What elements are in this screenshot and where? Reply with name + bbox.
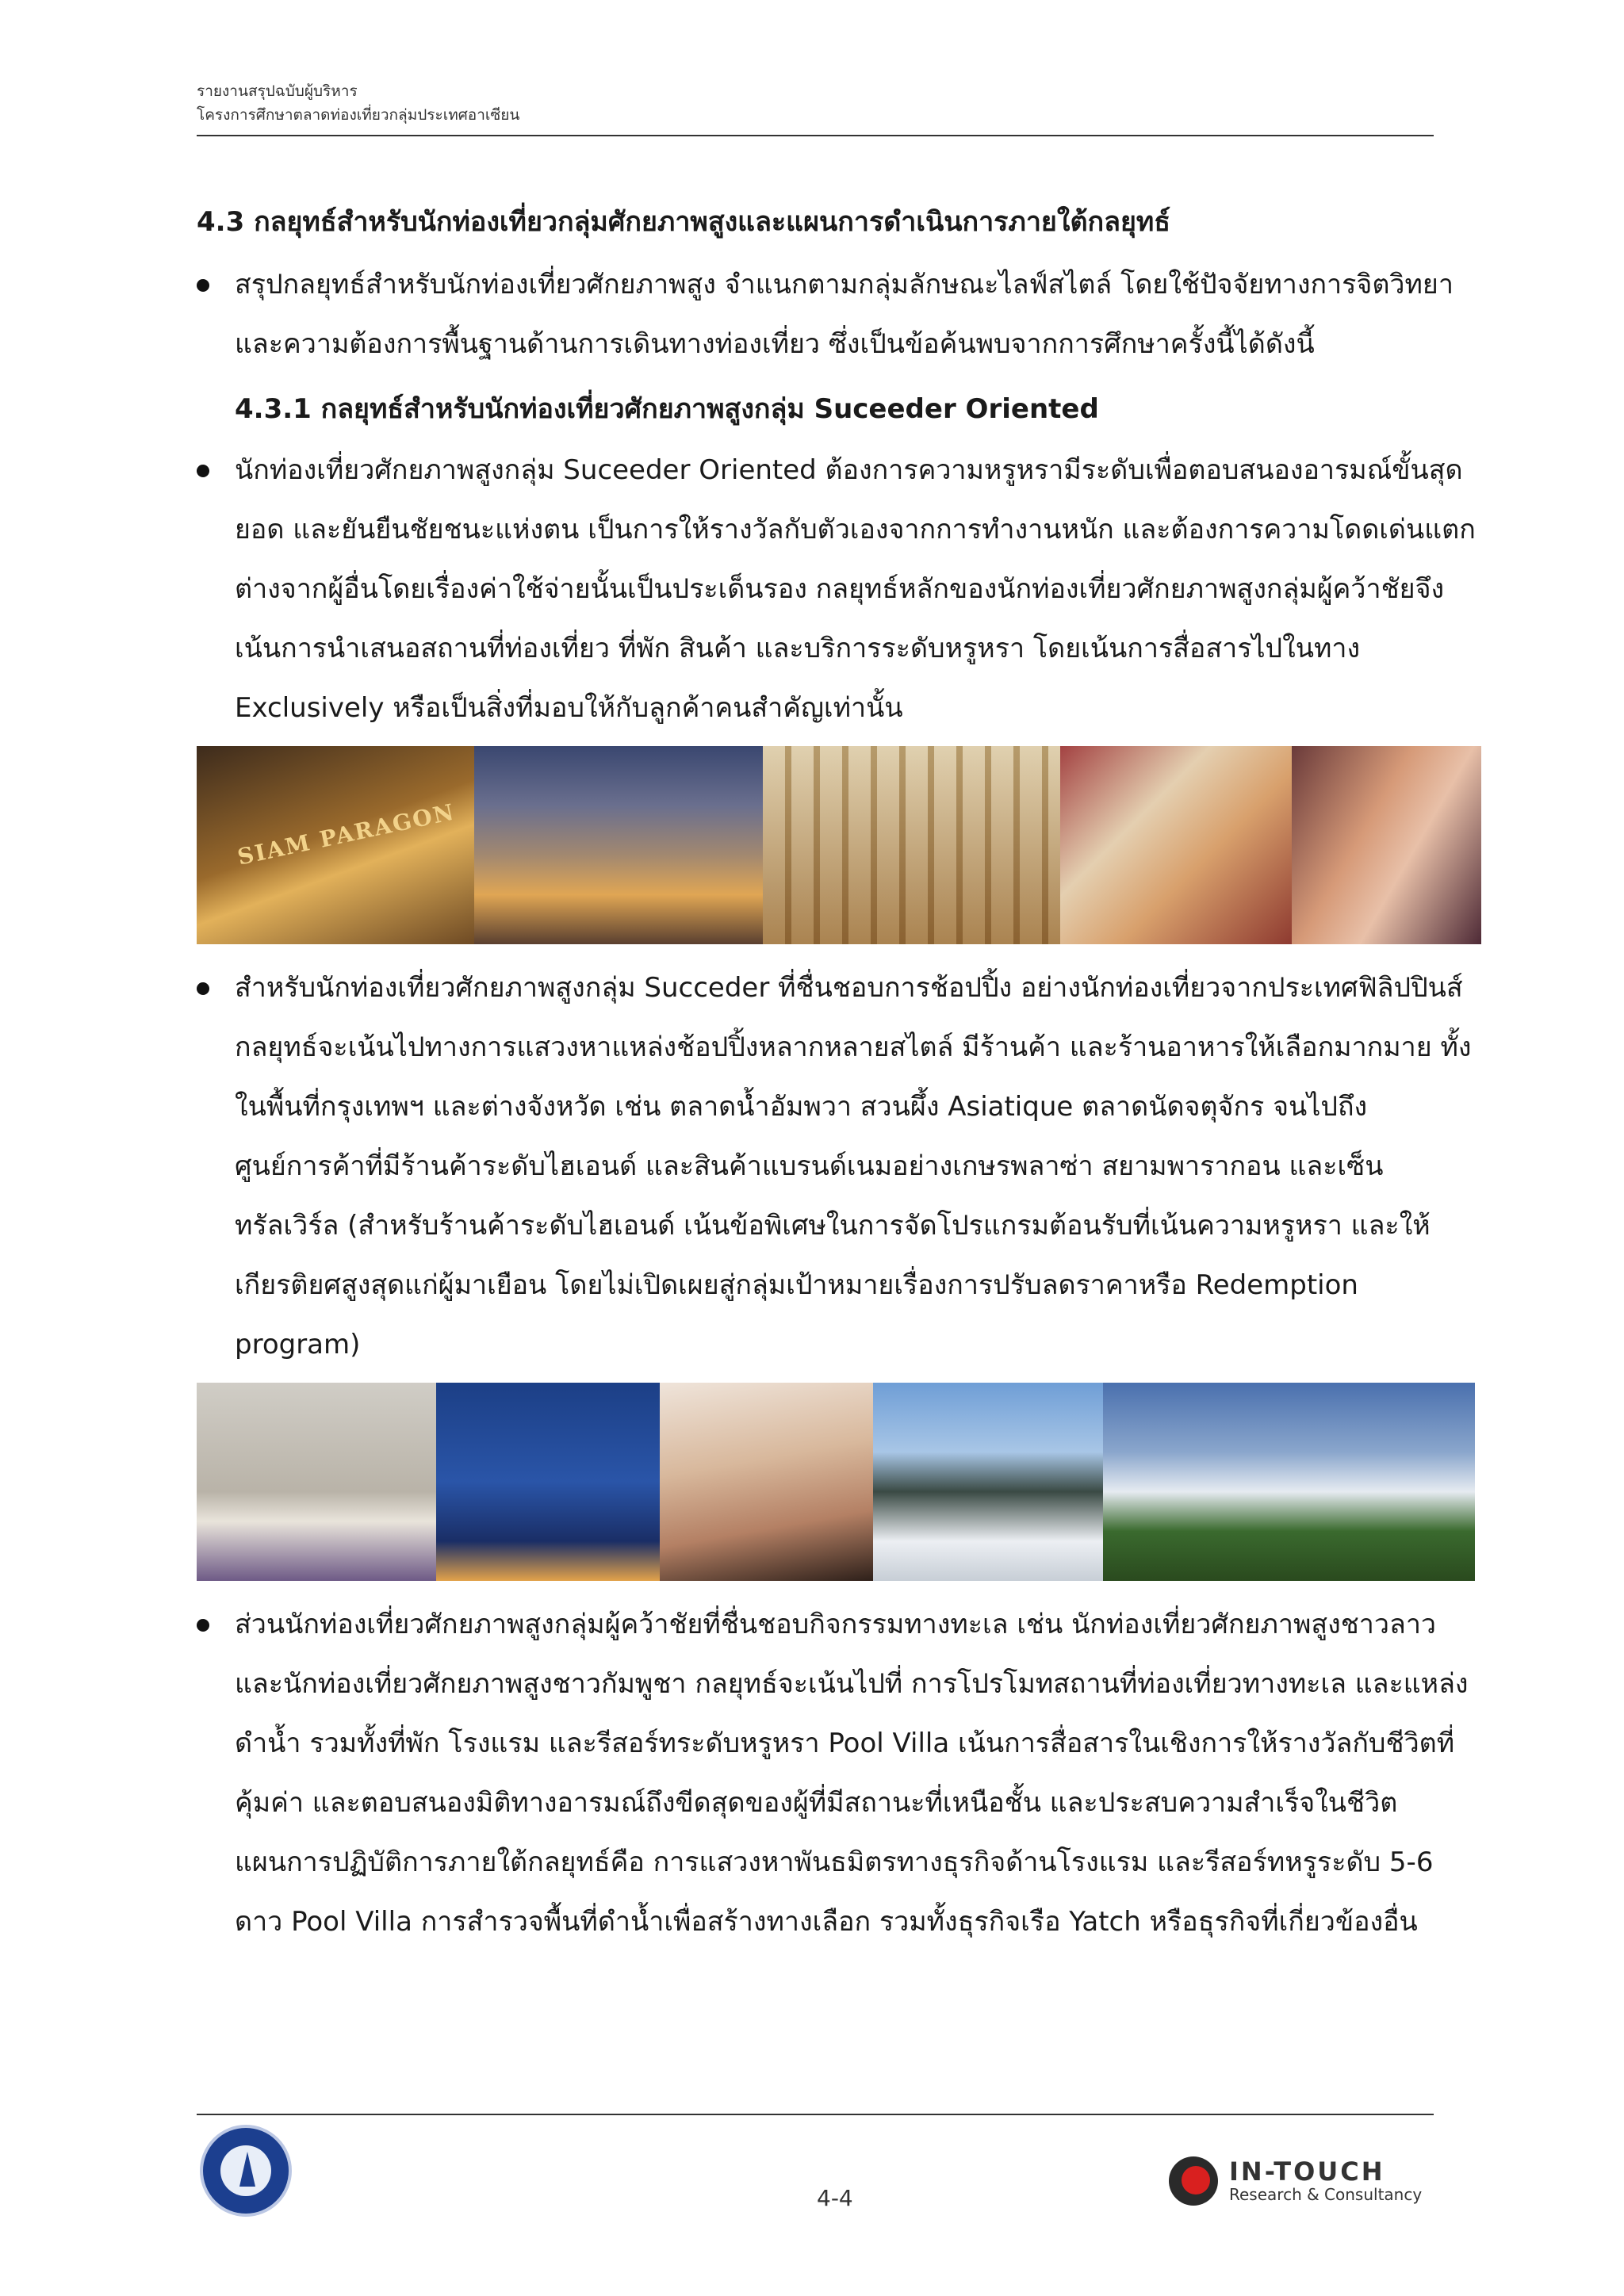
photo-rooftop-city-night (474, 746, 763, 944)
logo-subtitle: Research & Consultancy (1229, 2185, 1423, 2204)
section-title: 4.3 กลยุทธ์สำหรับนักท่องเที่ยวกลุ่มศักยภาพสูงและแผนการดำเนินการภายใต้กลยุทธ์ (197, 206, 1171, 238)
page-header (197, 79, 1434, 136)
shopping-strategy-bullet: สำหรับนักท่องเที่ยวศักยภาพสูงกลุ่ม Succeder ที่ชื่นชอบการช้อปปิ้ง อย่างนักท่องเที่ยวจากประเทศฟิลิปปินส์ กลยุทธ์จะเน้นไปทางการแสวงหาแหล่งช้อปปิ้งหลากหลายสไตล์ มีร้านค้า และร้านอาหารให้เลือกมากมาย ทั้งในพื้นที่กรุงเทพฯ และต่างจังหวัด เช่น ตลาดน้ำอัมพวา สวนผึ้ง Asiatique ตลาดนัดจตุจักร จนไปถึงศูนย์การค้าที่มีร้านค้าระดับไฮเอนด์ และสินค้าแบรนด์เนมอย่างเกษรพลาซ่า สยามพารากอน และเซ็นทรัลเวิร์ล (สำหรับร้านค้าระดับไฮเอนด์ เน้นข้อพิเศษในการจัดโปรแกรมต้อนรับที่เน้นความหรูหรา และให้เกียรติยศสูงสุดแก่ผู้มาเยือน โดยไม่เปิดเผยสู่กลุ่มเป้าหมายเรื่องการปรับลดราคาหรือ Redemption program) (197, 959, 1481, 1375)
photo-camping-tents (1103, 1383, 1475, 1581)
in-touch-logo-text (1229, 2158, 1422, 2204)
university-seal-logo (200, 2125, 292, 2217)
marine-strategy-bullet: ส่วนนักท่องเที่ยวศักยภาพสูงกลุ่มผู้คว้าชัยที่ชื่นชอบกิจกรรมทางทะเล เช่น นักท่องเที่ยวศักยภาพสูงชาวลาว และนักท่องเที่ยวศักยภาพสูงชาวกัมพูชา กลยุทธ์จะเน้นไปที่ การโปรโมทสถานที่ท่องเที่ยวทางทะเล และแหล่งดำน้ำ รวมทั้งที่พัก โรงแรม และรีสอร์ทระดับหรูหรา Pool Villa เน้นการสื่อสารในเชิงการให้รางวัลกับชีวิตที่คุ้มค่า และตอบสนองมิติทางอารมณ์ถึงขีดสุดของผู้ที่มีสถานะที่เหนือชั้น และประสบความสำเร็จในชีวิต แผนการปฏิบัติการภายใต้กลยุทธ์คือ การแสวงหาพันธมิตรทางธุรกิจด้านโรงแรม และรีสอร์ทหรูระดับ 5-6 ดาว Pool Villa การสำรวจพื้นที่ดำน้ำเพื่อสร้างทางเลือก รวมทั้งธุรกิจเรือ Yatch หรือธุรกิจที่เกี่ยวข้องอื่น (197, 1595, 1481, 1952)
photo-misty-mountains (873, 1383, 1103, 1581)
header-rule (197, 135, 1434, 136)
footer-rule (197, 2114, 1434, 2115)
subsection-title: 4.3.1 กลยุทธ์สำหรับนักท่องเที่ยวศักยภาพสูงกลุ่ม Suceeder Oriented (235, 393, 1099, 425)
section-intro-bullet: สรุปกลยุทธ์สำหรับนักท่องเที่ยวศักยภาพสูง จำแนกตามกลุ่มลักษณะไลฟ์สไตล์ โดยใช้ปัจจัยทางการจิตวิทยา และความต้องการพื้นฐานด้านการเดินทางท่องเที่ยว ซึ่งเป็นข้อค้นพบจากการศึกษาครั้งนี้ได้ดังนี้ (197, 255, 1481, 374)
succeeder-overview-bullet: นักท่องเที่ยวศักยภาพสูงกลุ่ม Suceeder Oriented ต้องการความหรูหรามีระดับเพื่อตอบสนองอารมณ์ขั้นสุดยอด และยันยืนชัยชนะแห่งตน เป็นการให้รางวัลกับตัวเองจากการทำงานหนัก และต้องการความโดดเด่นแตกต่างจากผู้อื่นโดยเรื่องค่าใช้จ่ายนั้นเป็นประเด็นรอง กลยุทธ์หลักของนักท่องเที่ยวศักยภาพสูงกลุ่มผู้คว้าชัยจึงเน้นการนำเสนอสถานที่ท่องเที่ยว ที่พัก สินค้า และบริการระดับหรูหรา โดยเน้นการสื่อสารไปในทาง Exclusively หรือเป็นสิ่งที่มอบให้กับลูกค้าคนสำคัญเท่านั้น (197, 441, 1481, 738)
main-content (197, 198, 1481, 1952)
wellness-nature-photo-strip (197, 1383, 1481, 1581)
photo-yoga-meditation (197, 1383, 436, 1581)
in-touch-logo-icon (1169, 2156, 1218, 2206)
photo-spa-massage (660, 1383, 873, 1581)
photo-spa-candles-night (436, 1383, 660, 1581)
photo-mall-atrium (763, 746, 1060, 944)
header-project-title: โครงการศึกษาตลาดท่องเที่ยวกลุ่มประเทศอาเซียน (197, 106, 520, 124)
logo-title: IN-TOUCH (1229, 2156, 1385, 2187)
photo-shopping-friends (1292, 746, 1481, 944)
header-report-title: รายงานสรุปฉบับผู้บริหาร (197, 82, 358, 100)
in-touch-logo (1169, 2156, 1422, 2206)
page-number: 4-4 (817, 2185, 853, 2211)
photo-market-shopper (1060, 746, 1292, 944)
photo-siam-paragon (197, 746, 474, 944)
seal-temple-icon (239, 2152, 255, 2187)
siam-paragon-sign-text: SIAM PARAGON (235, 798, 458, 871)
shopping-photo-strip (197, 746, 1481, 944)
